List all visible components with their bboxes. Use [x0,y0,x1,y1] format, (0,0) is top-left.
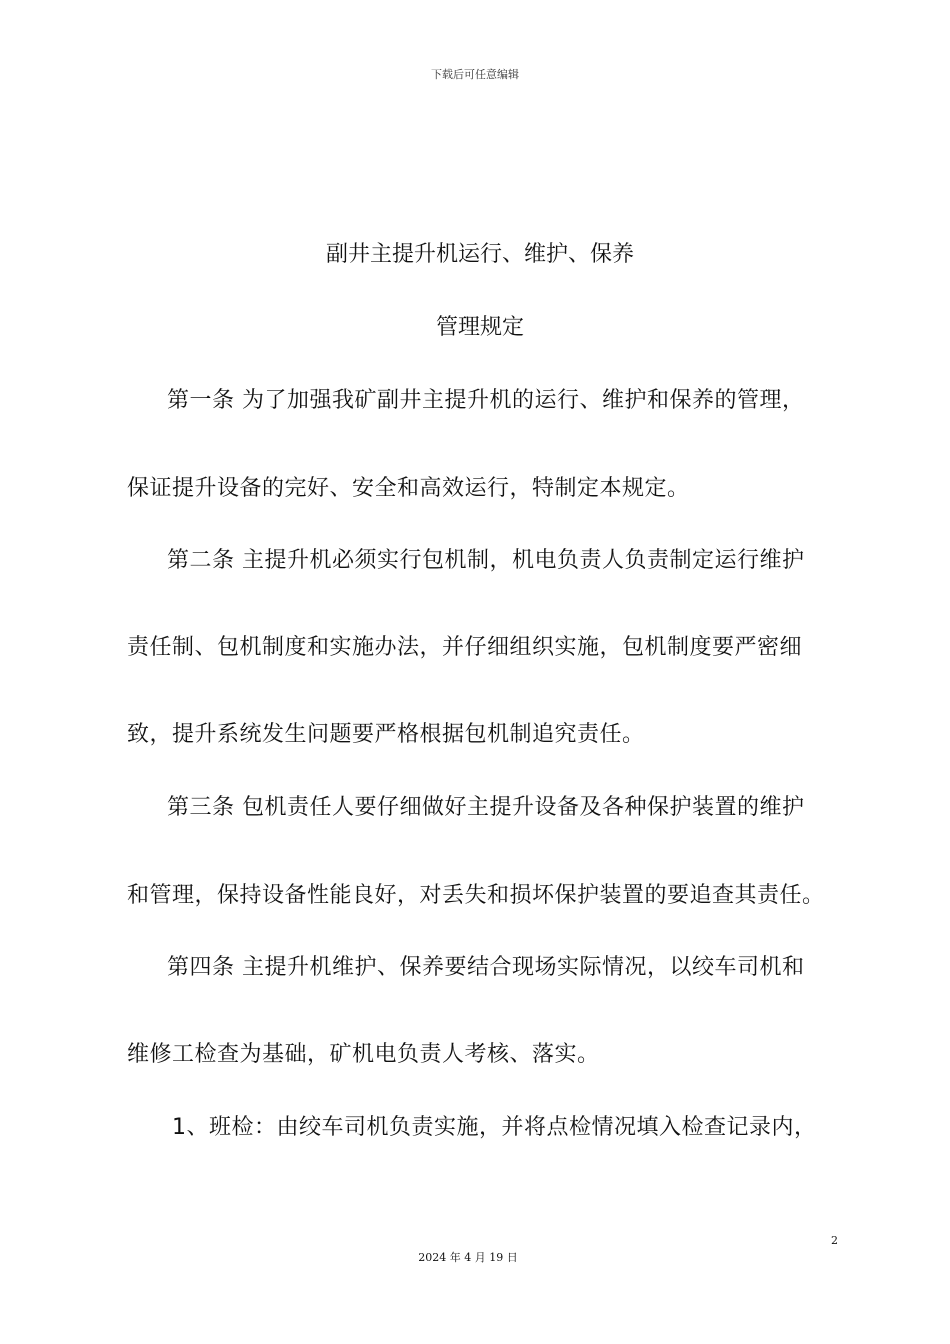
paragraph-line: 第四条 主提升机维护、保养要结合现场实际情况，以绞车司机和 [167,955,805,980]
footer-date: 2024 年 4 月 19 日 [418,1251,518,1264]
header-note: 下载后可任意编辑 [431,68,519,81]
paragraph-line: 第三条 包机责任人要仔细做好主提升设备及各种保护装置的维护 [167,795,805,820]
paragraph-line: 责任制、包机制度和实施办法，并仔细组织实施，包机制度要严密细 [127,635,803,660]
paragraph-line: 1、班检：由绞车司机负责实施，并将点检情况填入检查记录内， [172,1115,817,1140]
paragraph-line: 维修工检查为基础，矿机电负责人考核、落实。 [127,1042,600,1067]
paragraph-line: 致，提升系统发生问题要严格根据包机制追究责任。 [127,722,645,747]
paragraph-line: 和管理，保持设备性能良好，对丢失和损坏保护装置的要追查其责任。 [127,883,825,908]
paragraph-line: 第二条 主提升机必须实行包机制，机电负责人负责制定运行维护 [167,548,805,573]
page-number: 2 [831,1234,838,1247]
document-title-line-1: 副井主提升机运行、维护、保养 [325,242,634,267]
paragraph-line: 第一条 为了加强我矿副井主提升机的运行、维护和保养的管理， [167,388,805,413]
document-title-line-2: 管理规定 [435,315,524,340]
paragraph-line: 保证提升设备的完好、安全和高效运行，特制定本规定。 [127,476,690,501]
